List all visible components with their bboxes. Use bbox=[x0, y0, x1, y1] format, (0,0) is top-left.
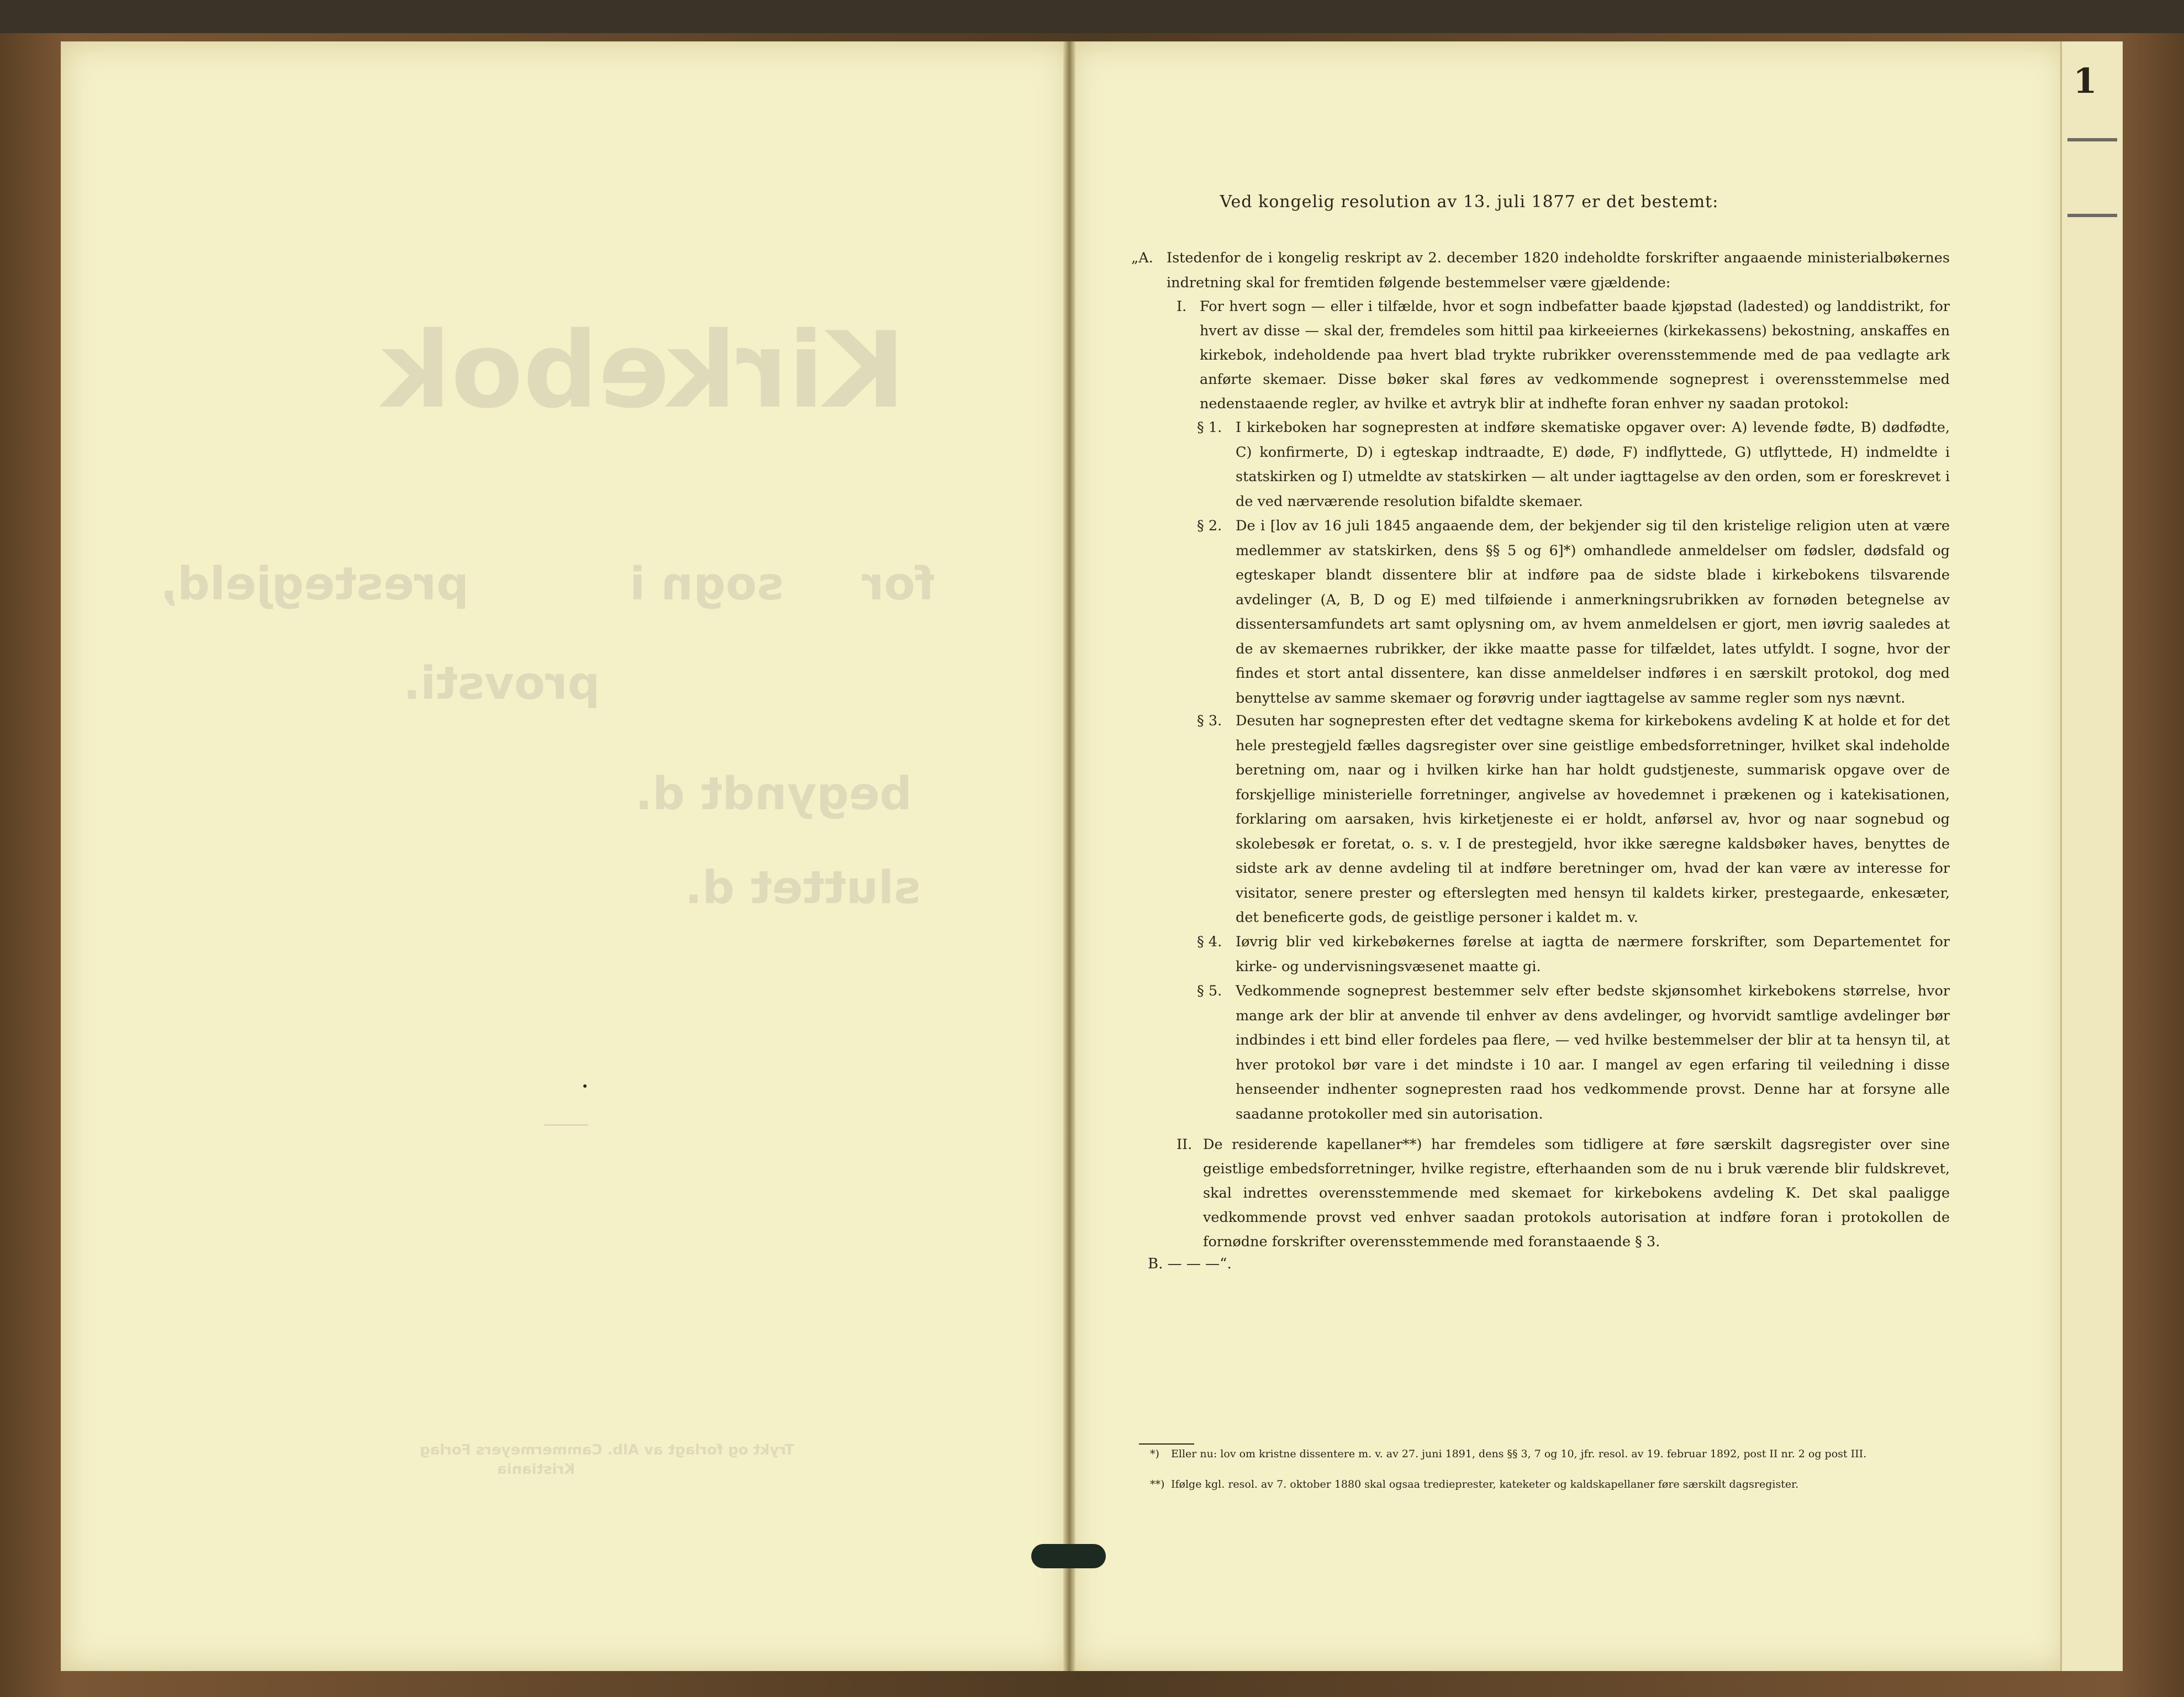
section-a bbox=[1132, 246, 1950, 296]
binding-clasp bbox=[1031, 1544, 1106, 1568]
paragraph-5-label: § 5. bbox=[1197, 983, 1222, 999]
bleed-through-imprint-city: Kristiania bbox=[497, 1461, 576, 1478]
bleed-through-title: Kirkebok bbox=[381, 309, 906, 431]
footnote-1-label: *) bbox=[1150, 1448, 1159, 1460]
left-page bbox=[61, 41, 1072, 1671]
paragraph-3-text: Desuten har sognepresten efter det vedtagne skema for kirkebokens avdeling K at holde et for det hele prestegjeld fælles dagsregister over sine geistlige embedsforretninger, hvilket skal indeholde beretning om, naar og i hvilken kirke han har holdt gudstjeneste, summarisk opgave over de forskjellige ministerielle forretninger, angivelse av hovedemnet i prækenen og i katekisationen, forklaring om aarsaken, hvis kirketjeneste ei er holdt, anførsel av, hvor og naar sognebud og skolebesøk er foretat, o. s. v. I de prestegjeld, hvor ikke særegne kaldsbøker haves, benyttes de sidste ark av denne avdeling til at indføre beretninger om, hvad der kan være av interesse for visitator, senere prester og efterslegten med hensyn til kaldets kirker, prestegaarde, enkesæter, det beneficerte gods, de geistlige personer i kaldet m. v. bbox=[1236, 713, 1950, 926]
footnote-2-label: **) bbox=[1150, 1478, 1165, 1490]
ink-dot bbox=[583, 1084, 587, 1088]
page-edge-strip bbox=[2060, 41, 2123, 1671]
paragraph-1 bbox=[1197, 415, 1950, 514]
footnote-1-text: Eller nu: lov om kristne dissentere m. v. av 27. juni 1891, dens §§ 3, 7 og 10, jfr. resol. av 19. februar 1892, post II nr. 2 og post III. bbox=[1171, 1448, 1867, 1460]
bleed-through-sluttet: sluttet d. bbox=[685, 862, 921, 914]
paragraph-5 bbox=[1197, 979, 1950, 1126]
section-i-label: I. bbox=[1177, 298, 1187, 315]
section-b: B. — — —“. bbox=[1148, 1256, 1232, 1272]
section-ii-label: II. bbox=[1177, 1136, 1193, 1153]
section-i-text: For hvert sogn — eller i tilfælde, hvor et sogn indbefatter baade kjøpstad (ladested) og landdistrikt, for hvert av disse — skal der, fremdeles som hittil paa kirkeeiernes (kirkekassens) bekostning, anskaffes en kirkebok, indeholdende paa hvert blad trykte rubrikker overensstemmende med de paa vedlagte ark anførte skemaer. Disse bøker skal føres av vedkommende sogneprest i overensstemmelse med nedenstaaende regler, av hvilke et avtryk blir at indhefte foran enhver ny saadan protokol: bbox=[1200, 298, 1950, 412]
bleed-through-sogn: sogn i bbox=[630, 558, 784, 610]
edge-line bbox=[2067, 138, 2117, 141]
paragraph-1-text: I kirkeboken har sognepresten at indføre skematiske opgaver over: A) levende fødte, B) dødfødte, C) konfirmerte, D) i egteskap indtraadte, E) døde, F) indflyttede, G) utflyttede, H) indmeldte i statskirken og I) utmeldte av statskirken — alt under iagttagelse av den orden, som er foreskrevet i de ved nærværende resolution bifaldte skemaer. bbox=[1236, 419, 1950, 510]
paragraph-4-text: Iøvrig blir ved kirkebøkernes førelse at iagtta de nærmere forskrifter, som Departementet for kirke- og undervisningsvæsenet maatte gi. bbox=[1236, 934, 1950, 975]
bleed-through-prestegjeld: prestegjeld, bbox=[160, 558, 469, 610]
paragraph-4-label: § 4. bbox=[1197, 934, 1222, 950]
paragraph-3 bbox=[1197, 709, 1950, 930]
book-spine bbox=[1063, 41, 1075, 1671]
document-heading: Ved kongelig resolution av 13. juli 1877 er det bestemt: bbox=[1220, 192, 1719, 212]
footnote-2 bbox=[1150, 1478, 1922, 1492]
paragraph-1-label: § 1. bbox=[1197, 419, 1222, 436]
ghost-rule bbox=[544, 1124, 588, 1126]
bleed-through-provsti: provsti. bbox=[403, 657, 600, 710]
paragraph-2-label: § 2. bbox=[1197, 518, 1222, 534]
section-i bbox=[1177, 294, 1950, 416]
paragraph-2-text: De i [lov av 16 juli 1845 angaaende dem, der bekjender sig til den kristelige religion uten at være medlemmer av statskirken, dens §§ 5 og 6]*) omhandlede anmeldelser om fødsler, dødsfald og egteskaper blandt dissentere blir at indføre paa de sidste blade i kirkebokens tilsvarende avdelinger (A, B, D og E) med tilføiende i anmerkningsrubrikken av fornøden betegnelse av dissentersamfundets art samt oplysning om, av hvem anmeldelsen er gjort, men iøvrig saaledes at de av skemaernes rubrikker, der ikke maatte passe for tilfældet, lates utfyldt. I sogne, hvor der findes et stort antal dissentere, kan disse anmeldelser indføres i en særskilt protokol, dog med benyttelse av samme skemaer og forøvrig under iagttagelse av samme regler som nys nævnt. bbox=[1236, 518, 1950, 707]
footnote-1 bbox=[1150, 1447, 1922, 1461]
section-a-label: „A. bbox=[1131, 250, 1153, 266]
footnote-rule bbox=[1139, 1443, 1194, 1445]
section-ii bbox=[1177, 1132, 1950, 1254]
section-ii-text: De residerende kapellaner**) har fremdeles som tidligere at føre særskilt dagsregister over sine geistlige embedsforretninger, hvilke registre, efterhaanden som de nu i bruk værende blir fuldskrevet, skal indrettes overensstemmende med skemaet for kirkebokens avdeling K. Det skal paaligge vedkommende provst ved enhver saadan protokols autorisation at indføre foran i protokollen de fornødne forskrifter overensstemmende med foranstaaende § 3. bbox=[1203, 1136, 1950, 1250]
page-number: 1 bbox=[2073, 61, 2097, 101]
footnote-2-text: Ifølge kgl. resol. av 7. oktober 1880 skal ogsaa tredieprester, kateketer og kaldskapellaner føre særskilt dagsregister. bbox=[1171, 1478, 1799, 1490]
edge-line bbox=[2067, 214, 2117, 217]
bleed-through-imprint: Trykt og forlagt av Alb. Cammermeyers Forlag bbox=[420, 1442, 794, 1458]
bleed-through-begyndt: begyndt d. bbox=[635, 768, 912, 820]
section-a-text: Istedenfor de i kongelig reskript av 2. december 1820 indeholdte forskrifter angaaende ministerialbøkernes indretning skal for fremtiden følgende bestemmelser være gjældende: bbox=[1167, 250, 1950, 291]
paragraph-3-label: § 3. bbox=[1197, 713, 1222, 729]
bleed-through-for: for bbox=[862, 558, 935, 610]
paragraph-5-text: Vedkommende sogneprest bestemmer selv efter bedste skjønsomhet kirkebokens størrelse, hvor mange ark der blir at anvende til enhver av dens avdelinger, og hvorvidt samtlige avdelinger bør indbindes i ett bind eller fordeles paa flere, — ved hvilke bestemmelser der blir at ta hensyn til, at hver protokol bør vare i det mindste i 10 aar. I mangel av egen erfaring til veiledning i disse henseender indhenter sognepresten raad hos vedkommende provst. Denne har at forsyne alle saadanne protokoller med sin autorisation. bbox=[1236, 983, 1950, 1122]
paragraph-4 bbox=[1197, 930, 1950, 979]
paragraph-2 bbox=[1197, 514, 1950, 710]
